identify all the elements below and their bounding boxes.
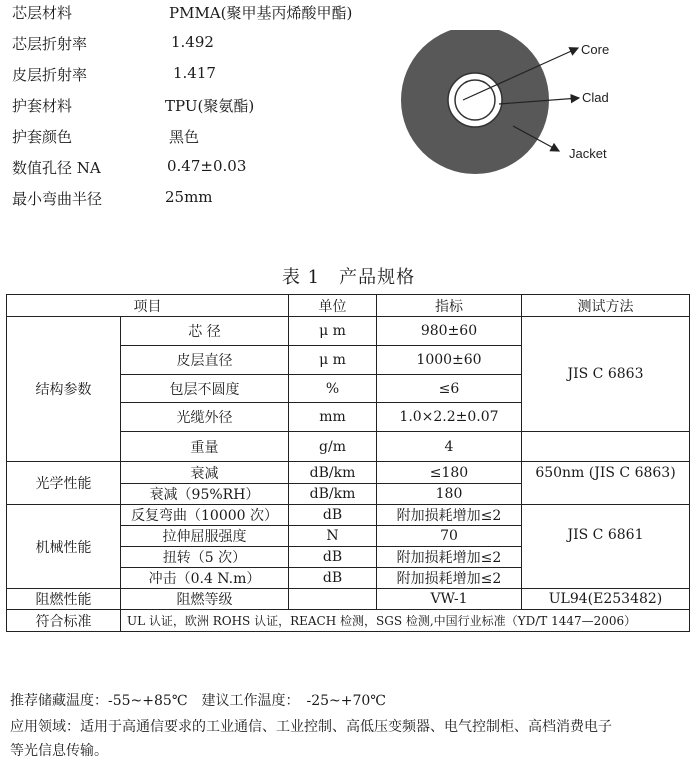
row-value: 980±60 [377, 317, 522, 346]
row-value: 附加损耗增加≤2 [377, 505, 522, 526]
table-row [7, 462, 690, 484]
property-value: 0.47±0.03 [167, 157, 247, 175]
method-mechanical: JIS C 6861 [522, 505, 690, 589]
table-header-row [7, 295, 690, 317]
row-unit: dB [289, 568, 377, 589]
property-value: PMMA(聚甲基丙烯酸甲酯) [169, 4, 353, 22]
group-flame: 阻燃性能 [7, 589, 121, 610]
row-value: 4 [377, 432, 522, 462]
row-item: 拉伸屈服强度 [121, 526, 289, 547]
row-item: 包层不圆度 [121, 375, 289, 403]
property-label: 皮层折射率 [12, 66, 88, 84]
row-item: 皮层直径 [121, 346, 289, 375]
property-label: 芯层材料 [12, 4, 73, 22]
row-value: 1000±60 [377, 346, 522, 375]
property-value: TPU(聚氨酯) [165, 97, 255, 115]
row-value: 附加损耗增加≤2 [377, 547, 522, 568]
storage-temperature: 推荐储藏温度：-55~+85℃ 建议工作温度： -25~+70℃ [10, 693, 386, 709]
row-item: 冲击（0.4 N.m） [121, 568, 289, 589]
property-label: 最小弯曲半径 [12, 190, 103, 208]
row-item: 阻燃等级 [121, 589, 289, 610]
row-item: 扭转（5 次） [121, 547, 289, 568]
table-row [7, 317, 690, 346]
table-row [7, 505, 690, 526]
property-label: 护套颜色 [12, 128, 73, 146]
row-value: 70 [377, 526, 522, 547]
property-value: 25mm [165, 188, 213, 206]
standard-text: UL 认证，欧洲 ROHS 认证，REACH 检测，SGS 检测,中国行业标准（YD/T 1447—2006） [121, 610, 690, 632]
core-label: Core [581, 42, 610, 57]
core-layer [455, 80, 495, 120]
row-unit: dB/km [289, 484, 377, 505]
property-label: 护套材料 [12, 97, 73, 115]
header-method: 测试方法 [522, 295, 690, 317]
property-value: 1.417 [173, 64, 216, 82]
property-label: 芯层折射率 [12, 35, 88, 53]
spec-table [6, 294, 690, 632]
group-mechanical: 机械性能 [7, 505, 121, 589]
group-optical: 光学性能 [7, 462, 121, 505]
row-value: 附加损耗增加≤2 [377, 568, 522, 589]
row-unit: g/m [289, 432, 377, 462]
table-row [7, 589, 690, 610]
clad-label: Clad [582, 90, 609, 105]
header-unit: 单位 [289, 295, 377, 317]
row-unit: mm [289, 403, 377, 432]
row-item: 光缆外径 [121, 403, 289, 432]
group-standard: 符合标准 [7, 610, 121, 632]
property-label: 数值孔径 NA [12, 159, 101, 177]
row-item: 反复弯曲（10000 次） [121, 505, 289, 526]
row-value: ≤6 [377, 375, 522, 403]
row-unit: dB [289, 547, 377, 568]
row-unit: % [289, 375, 377, 403]
row-unit: μ m [289, 317, 377, 346]
row-value: 1.0×2.2±0.07 [377, 403, 522, 432]
table-row [7, 610, 690, 632]
row-unit: N [289, 526, 377, 547]
method-flame: UL94(E253482) [522, 589, 690, 610]
row-item: 芯 径 [121, 317, 289, 346]
row-item: 重量 [121, 432, 289, 462]
row-value: VW-1 [377, 589, 522, 610]
row-item: 衰减（95%RH） [121, 484, 289, 505]
method-structure: JIS C 6863 [522, 317, 690, 432]
fiber-cross-section-diagram [395, 30, 675, 180]
application-line-1: 应用领域：适用于高通信要求的工业通信、工业控制、高低压变频器、电气控制柜、高档消费电子 [10, 719, 612, 735]
row-unit: dB [289, 505, 377, 526]
jacket-label: Jacket [569, 146, 607, 161]
method-empty [522, 432, 690, 462]
row-value: 180 [377, 484, 522, 505]
method-optical: 650nm (JIS C 6863) [522, 462, 690, 505]
application-line-2: 等光信息传输。 [10, 743, 108, 759]
property-value: 1.492 [171, 33, 214, 51]
group-structure: 结构参数 [7, 317, 121, 462]
row-unit: μ m [289, 346, 377, 375]
header-item: 项目 [7, 295, 289, 317]
row-item: 衰减 [121, 462, 289, 484]
table-title: 表 1 产品规格 [281, 267, 416, 288]
row-value: ≤180 [377, 462, 522, 484]
row-unit: dB/km [289, 462, 377, 484]
header-value: 指标 [377, 295, 522, 317]
row-unit [289, 589, 377, 610]
property-value: 黑色 [169, 128, 200, 146]
